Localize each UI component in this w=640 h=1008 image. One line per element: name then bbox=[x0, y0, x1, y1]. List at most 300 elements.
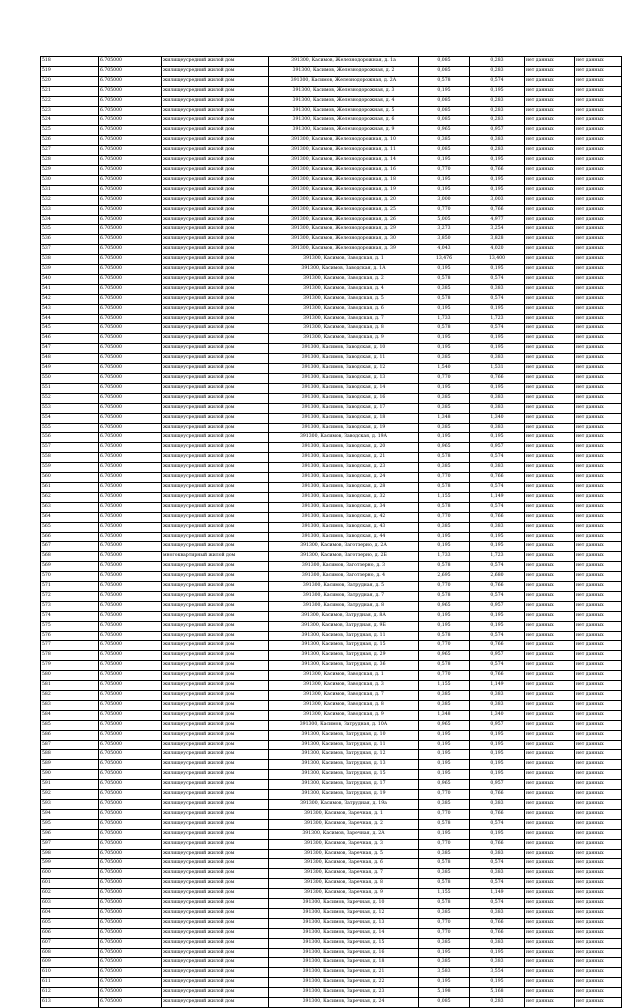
value-a-cell: 0,195 bbox=[419, 829, 470, 839]
building-type-cell: жилищеусредний жилой дом bbox=[162, 255, 269, 265]
row-number: 529 bbox=[41, 165, 99, 175]
address-cell: 391300, Касимов, Железнодорожная, д. 3 bbox=[269, 86, 419, 96]
address-cell: 391300, Касимов, Заводская, д. 44 bbox=[269, 532, 419, 542]
status-b-cell: нет данных bbox=[575, 641, 622, 651]
status-a-cell: нет данных bbox=[525, 235, 575, 245]
row-number: 572 bbox=[41, 591, 99, 601]
status-a-cell: нет данных bbox=[525, 750, 575, 760]
status-b-cell: нет данных bbox=[575, 710, 622, 720]
table-row bbox=[41, 473, 622, 483]
table-row bbox=[41, 651, 622, 661]
code-cell: 6.705000 bbox=[99, 314, 162, 324]
value-b-cell: 0,766 bbox=[470, 582, 525, 592]
value-a-cell: 0,385 bbox=[419, 700, 470, 710]
value-a-cell: 0,195 bbox=[419, 304, 470, 314]
code-cell: 6.705000 bbox=[99, 175, 162, 185]
status-b-cell: нет данных bbox=[575, 245, 622, 255]
row-number: 537 bbox=[41, 245, 99, 255]
row-number: 588 bbox=[41, 750, 99, 760]
status-a-cell: нет данных bbox=[525, 354, 575, 364]
address-cell: 391300, Касимов, Заречная, д. 22 bbox=[269, 978, 419, 988]
value-a-cell: 4,043 bbox=[419, 245, 470, 255]
code-cell: 6.705000 bbox=[99, 572, 162, 582]
value-b-cell: 1,531 bbox=[470, 364, 525, 374]
code-cell: 6.705000 bbox=[99, 938, 162, 948]
value-b-cell: 0,195 bbox=[470, 760, 525, 770]
value-a-cell: 0,770 bbox=[419, 205, 470, 215]
address-cell: 391300, Касимов, Заречная, д. 10 bbox=[269, 899, 419, 909]
value-b-cell: 0,195 bbox=[470, 770, 525, 780]
status-a-cell: нет данных bbox=[525, 691, 575, 701]
address-cell: 391300, Касимов, Заречная, д. 5 bbox=[269, 849, 419, 859]
table-row bbox=[41, 631, 622, 641]
status-b-cell: нет данных bbox=[575, 314, 622, 324]
code-cell: 6.705000 bbox=[99, 502, 162, 512]
status-a-cell: нет данных bbox=[525, 988, 575, 998]
address-cell: 391300, Касимов, Заводская, д. 6 bbox=[269, 304, 419, 314]
table-row bbox=[41, 284, 622, 294]
table-row bbox=[41, 908, 622, 918]
status-a-cell: нет данных bbox=[525, 304, 575, 314]
value-a-cell: 0,195 bbox=[419, 383, 470, 393]
value-a-cell: 0,770 bbox=[419, 928, 470, 938]
code-cell: 6.705000 bbox=[99, 265, 162, 275]
table-row bbox=[41, 76, 622, 86]
table-row bbox=[41, 988, 622, 998]
value-a-cell: 0,578 bbox=[419, 661, 470, 671]
building-type-cell: жилищеусредний жилой дом bbox=[162, 790, 269, 800]
building-type-cell: жилищеусредний жилой дом bbox=[162, 205, 269, 215]
table-row bbox=[41, 482, 622, 492]
value-a-cell: 0,085 bbox=[419, 96, 470, 106]
status-b-cell: нет данных bbox=[575, 809, 622, 819]
status-a-cell: нет данных bbox=[525, 423, 575, 433]
building-type-cell: жилищеусредний жилой дом bbox=[162, 413, 269, 423]
status-a-cell: нет данных bbox=[525, 859, 575, 869]
status-a-cell: нет данных bbox=[525, 671, 575, 681]
address-cell: 391300, Касимов, Затрудная, д. 17 bbox=[269, 780, 419, 790]
status-a-cell: нет данных bbox=[525, 641, 575, 651]
row-number: 592 bbox=[41, 790, 99, 800]
status-a-cell: нет данных bbox=[525, 889, 575, 899]
building-type-cell: жилищеусредний жилой дом bbox=[162, 918, 269, 928]
table-body bbox=[41, 57, 622, 1008]
status-b-cell: нет данных bbox=[575, 988, 622, 998]
value-a-cell: 0,770 bbox=[419, 512, 470, 522]
row-number: 524 bbox=[41, 116, 99, 126]
status-a-cell: нет данных bbox=[525, 760, 575, 770]
table-row bbox=[41, 790, 622, 800]
address-cell: 391300, Касимов, Заводская, д. 13 bbox=[269, 374, 419, 384]
status-b-cell: нет данных bbox=[575, 255, 622, 265]
status-a-cell: нет данных bbox=[525, 582, 575, 592]
address-cell: 391300, Касимов, Заречная, д. 9 bbox=[269, 889, 419, 899]
building-type-cell: жилищеусредний жилой дом bbox=[162, 998, 269, 1008]
status-b-cell: нет данных bbox=[575, 859, 622, 869]
status-b-cell: нет данных bbox=[575, 175, 622, 185]
table-row bbox=[41, 453, 622, 463]
value-b-cell: 0,957 bbox=[470, 126, 525, 136]
table-row bbox=[41, 57, 622, 67]
value-a-cell: 0,385 bbox=[419, 869, 470, 879]
status-a-cell: нет данных bbox=[525, 195, 575, 205]
row-number: 582 bbox=[41, 691, 99, 701]
status-b-cell: нет данных bbox=[575, 691, 622, 701]
status-b-cell: нет данных bbox=[575, 146, 622, 156]
address-cell: 391300, Касимов, Железнодорожная, д. 2А bbox=[269, 76, 419, 86]
status-a-cell: нет данных bbox=[525, 413, 575, 423]
value-a-cell: 0,195 bbox=[419, 730, 470, 740]
value-a-cell: 0,770 bbox=[419, 809, 470, 819]
building-type-cell: жилищеусредний жилой дом bbox=[162, 591, 269, 601]
row-number: 530 bbox=[41, 175, 99, 185]
value-b-cell: 13,400 bbox=[470, 255, 525, 265]
row-number: 590 bbox=[41, 770, 99, 780]
status-b-cell: нет данных bbox=[575, 235, 622, 245]
code-cell: 6.705000 bbox=[99, 988, 162, 998]
status-a-cell: нет данных bbox=[525, 86, 575, 96]
status-b-cell: нет данных bbox=[575, 799, 622, 809]
status-b-cell: нет данных bbox=[575, 532, 622, 542]
value-a-cell: 3,000 bbox=[419, 195, 470, 205]
status-b-cell: нет данных bbox=[575, 473, 622, 483]
status-a-cell: нет данных bbox=[525, 710, 575, 720]
value-b-cell: 0,574 bbox=[470, 453, 525, 463]
building-type-cell: жилищеусредний жилой дом bbox=[162, 601, 269, 611]
code-cell: 6.705000 bbox=[99, 829, 162, 839]
value-b-cell: 0,195 bbox=[470, 542, 525, 552]
status-a-cell: нет данных bbox=[525, 463, 575, 473]
table-row bbox=[41, 611, 622, 621]
code-cell: 6.705000 bbox=[99, 165, 162, 175]
value-a-cell: 0,195 bbox=[419, 344, 470, 354]
status-a-cell: нет данных bbox=[525, 819, 575, 829]
value-b-cell: 0,574 bbox=[470, 324, 525, 334]
table-row bbox=[41, 314, 622, 324]
address-cell: 391300, Касимов, Затрудная, д. 15 bbox=[269, 641, 419, 651]
row-number: 600 bbox=[41, 869, 99, 879]
table-row bbox=[41, 750, 622, 760]
value-a-cell: 0,770 bbox=[419, 918, 470, 928]
code-cell: 6.705000 bbox=[99, 562, 162, 572]
code-cell: 6.705000 bbox=[99, 532, 162, 542]
building-type-cell: жилищеусредний жилой дом bbox=[162, 126, 269, 136]
address-cell: 391300, Касимов, Железнодорожная, д. 20 bbox=[269, 195, 419, 205]
code-cell: 6.705000 bbox=[99, 344, 162, 354]
building-type-cell: жилищеусредний жилой дом bbox=[162, 671, 269, 681]
code-cell: 6.705000 bbox=[99, 730, 162, 740]
table-row bbox=[41, 354, 622, 364]
building-type-cell: жилищеусредний жилой дом bbox=[162, 156, 269, 166]
value-a-cell: 0,578 bbox=[419, 631, 470, 641]
row-number: 535 bbox=[41, 225, 99, 235]
status-a-cell: нет данных bbox=[525, 344, 575, 354]
row-number: 540 bbox=[41, 274, 99, 284]
value-a-cell: 0,195 bbox=[419, 334, 470, 344]
value-b-cell: 0,766 bbox=[470, 671, 525, 681]
code-cell: 6.705000 bbox=[99, 770, 162, 780]
code-cell: 6.705000 bbox=[99, 760, 162, 770]
row-number: 562 bbox=[41, 492, 99, 502]
row-number: 569 bbox=[41, 562, 99, 572]
code-cell: 6.705000 bbox=[99, 740, 162, 750]
table-row bbox=[41, 136, 622, 146]
table-row bbox=[41, 948, 622, 958]
address-cell: 391300, Касимов, Железнодорожная, д. 5 bbox=[269, 106, 419, 116]
status-b-cell: нет данных bbox=[575, 284, 622, 294]
building-type-cell: жилищеусредний жилой дом bbox=[162, 829, 269, 839]
value-b-cell: 0,766 bbox=[470, 205, 525, 215]
value-a-cell: 13,476 bbox=[419, 255, 470, 265]
value-b-cell: 0,574 bbox=[470, 899, 525, 909]
code-cell: 6.705000 bbox=[99, 185, 162, 195]
status-a-cell: нет данных bbox=[525, 245, 575, 255]
value-b-cell: 0,195 bbox=[470, 433, 525, 443]
status-a-cell: нет данных bbox=[525, 403, 575, 413]
status-a-cell: нет данных bbox=[525, 383, 575, 393]
status-a-cell: нет данных bbox=[525, 156, 575, 166]
address-cell: 391300, Касимов, Затрудная, д. 7 bbox=[269, 591, 419, 601]
code-cell: 6.705000 bbox=[99, 790, 162, 800]
value-a-cell: 0,578 bbox=[419, 294, 470, 304]
value-a-cell: 0,385 bbox=[419, 522, 470, 532]
code-cell: 6.705000 bbox=[99, 383, 162, 393]
building-type-cell: жилищеусредний жилой дом bbox=[162, 780, 269, 790]
value-a-cell: 0,195 bbox=[419, 750, 470, 760]
value-b-cell: 0,383 bbox=[470, 799, 525, 809]
status-b-cell: нет данных bbox=[575, 780, 622, 790]
building-type-cell: жилищеусредний жилой дом bbox=[162, 760, 269, 770]
status-b-cell: нет данных bbox=[575, 819, 622, 829]
table-row bbox=[41, 423, 622, 433]
building-type-cell: жилищеусредний жилой дом bbox=[162, 76, 269, 86]
building-type-cell: жилищеусредний жилой дом bbox=[162, 116, 269, 126]
address-cell: 391300, Касимов, Заводская, д. 11 bbox=[269, 354, 419, 364]
code-cell: 6.705000 bbox=[99, 482, 162, 492]
value-a-cell: 0,965 bbox=[419, 780, 470, 790]
address-cell: 391300, Касимов, Заречная, д. 12 bbox=[269, 908, 419, 918]
row-number: 563 bbox=[41, 502, 99, 512]
table-row bbox=[41, 66, 622, 76]
row-number: 518 bbox=[41, 57, 99, 67]
value-a-cell: 5,005 bbox=[419, 215, 470, 225]
address-cell: 391300, Касимов, Заводская, д. 42 bbox=[269, 512, 419, 522]
row-number: 584 bbox=[41, 710, 99, 720]
address-cell: 391300, Касимов, Заречная, д. 7 bbox=[269, 869, 419, 879]
row-number: 567 bbox=[41, 542, 99, 552]
value-b-cell: 0,766 bbox=[470, 374, 525, 384]
table-row bbox=[41, 641, 622, 651]
building-type-cell: жилищеусредний жилой дом bbox=[162, 988, 269, 998]
code-cell: 6.705000 bbox=[99, 374, 162, 384]
row-number: 522 bbox=[41, 96, 99, 106]
document-page bbox=[40, 56, 604, 1008]
building-type-cell: жилищеусредний жилой дом bbox=[162, 136, 269, 146]
row-number: 599 bbox=[41, 859, 99, 869]
status-b-cell: нет данных bbox=[575, 492, 622, 502]
value-b-cell: 0,574 bbox=[470, 502, 525, 512]
status-a-cell: нет данных bbox=[525, 651, 575, 661]
code-cell: 6.705000 bbox=[99, 463, 162, 473]
row-number: 561 bbox=[41, 482, 99, 492]
value-b-cell: 3,003 bbox=[470, 195, 525, 205]
table-row bbox=[41, 938, 622, 948]
value-a-cell: 0,770 bbox=[419, 839, 470, 849]
code-cell: 6.705000 bbox=[99, 324, 162, 334]
value-a-cell: 0,385 bbox=[419, 403, 470, 413]
building-type-cell: жилищеусредний жилой дом bbox=[162, 403, 269, 413]
row-number: 570 bbox=[41, 572, 99, 582]
status-a-cell: нет данных bbox=[525, 512, 575, 522]
row-number: 538 bbox=[41, 255, 99, 265]
building-type-cell: жилищеусредний жилой дом bbox=[162, 730, 269, 740]
building-type-cell: жилищеусредний жилой дом bbox=[162, 938, 269, 948]
value-b-cell: 0,195 bbox=[470, 86, 525, 96]
status-b-cell: нет данных bbox=[575, 354, 622, 364]
code-cell: 6.705000 bbox=[99, 334, 162, 344]
row-number: 612 bbox=[41, 988, 99, 998]
building-type-cell: жилищеусредний жилой дом bbox=[162, 681, 269, 691]
address-cell: 391300, Касимов, Железнодорожная, д. 39 bbox=[269, 245, 419, 255]
code-cell: 6.705000 bbox=[99, 700, 162, 710]
value-a-cell: 1,155 bbox=[419, 889, 470, 899]
code-cell: 6.705000 bbox=[99, 710, 162, 720]
row-number: 573 bbox=[41, 601, 99, 611]
status-b-cell: нет данных bbox=[575, 948, 622, 958]
value-b-cell: 0,574 bbox=[470, 879, 525, 889]
address-cell: 391300, Касимов, Заводская, д. 24 bbox=[269, 473, 419, 483]
table-row bbox=[41, 146, 622, 156]
status-b-cell: нет данных bbox=[575, 304, 622, 314]
table-row bbox=[41, 740, 622, 750]
address-cell: 391300, Касимов, Затрудная, д. 8А bbox=[269, 611, 419, 621]
code-cell: 6.705000 bbox=[99, 998, 162, 1008]
code-cell: 6.705000 bbox=[99, 136, 162, 146]
building-type-cell: жилищеусредний жилой дом bbox=[162, 641, 269, 651]
status-b-cell: нет данных bbox=[575, 562, 622, 572]
value-b-cell: 0,383 bbox=[470, 700, 525, 710]
table-row bbox=[41, 502, 622, 512]
table-row bbox=[41, 413, 622, 423]
table-row bbox=[41, 998, 622, 1008]
address-cell: 391300, Касимов, Заводская, д. 12 bbox=[269, 364, 419, 374]
status-b-cell: нет данных bbox=[575, 274, 622, 284]
code-cell: 6.705000 bbox=[99, 96, 162, 106]
row-number: 613 bbox=[41, 998, 99, 1008]
address-cell: 391300, Касимов, Затрудная, д. 12 bbox=[269, 750, 419, 760]
value-a-cell: 0,578 bbox=[419, 879, 470, 889]
table-row bbox=[41, 156, 622, 166]
code-cell: 6.705000 bbox=[99, 780, 162, 790]
value-b-cell: 0,195 bbox=[470, 532, 525, 542]
code-cell: 6.705000 bbox=[99, 413, 162, 423]
code-cell: 6.705000 bbox=[99, 364, 162, 374]
status-b-cell: нет данных bbox=[575, 938, 622, 948]
code-cell: 6.705000 bbox=[99, 284, 162, 294]
building-type-cell: жилищеусредний жилой дом bbox=[162, 899, 269, 909]
status-b-cell: нет данных bbox=[575, 225, 622, 235]
address-cell: 391300, Касимов, Заводская, д. 32 bbox=[269, 492, 419, 502]
row-number: 550 bbox=[41, 374, 99, 384]
row-number: 545 bbox=[41, 324, 99, 334]
value-a-cell: 0,578 bbox=[419, 76, 470, 86]
value-b-cell: 3,828 bbox=[470, 235, 525, 245]
row-number: 595 bbox=[41, 819, 99, 829]
status-b-cell: нет данных bbox=[575, 165, 622, 175]
row-number: 611 bbox=[41, 978, 99, 988]
row-number: 583 bbox=[41, 700, 99, 710]
row-number: 596 bbox=[41, 829, 99, 839]
value-b-cell: 0,766 bbox=[470, 918, 525, 928]
building-type-cell: жилищеусредний жилой дом bbox=[162, 809, 269, 819]
row-number: 555 bbox=[41, 423, 99, 433]
address-cell: 391300, Касимов, Железнодорожная, д. 18 bbox=[269, 175, 419, 185]
code-cell: 6.705000 bbox=[99, 809, 162, 819]
code-cell: 6.705000 bbox=[99, 958, 162, 968]
value-a-cell: 1,540 bbox=[419, 364, 470, 374]
row-number: 557 bbox=[41, 443, 99, 453]
row-number: 531 bbox=[41, 185, 99, 195]
value-b-cell: 0,766 bbox=[470, 928, 525, 938]
address-cell: 391300, Касимов, Железнодорожная, д. 29 bbox=[269, 225, 419, 235]
code-cell: 6.705000 bbox=[99, 205, 162, 215]
table-row bbox=[41, 334, 622, 344]
table-row bbox=[41, 542, 622, 552]
status-a-cell: нет данных bbox=[525, 829, 575, 839]
data-table bbox=[40, 56, 622, 1008]
code-cell: 6.705000 bbox=[99, 869, 162, 879]
table-row bbox=[41, 165, 622, 175]
building-type-cell: жилищеусредний жилой дом bbox=[162, 304, 269, 314]
building-type-cell: жилищеусредний жилой дом bbox=[162, 819, 269, 829]
address-cell: 391300, Касимов, Затрудная, д. 11 bbox=[269, 740, 419, 750]
value-a-cell: 0,195 bbox=[419, 948, 470, 958]
value-a-cell: 3,850 bbox=[419, 235, 470, 245]
status-a-cell: нет данных bbox=[525, 621, 575, 631]
row-number: 571 bbox=[41, 582, 99, 592]
table-row bbox=[41, 760, 622, 770]
code-cell: 6.705000 bbox=[99, 512, 162, 522]
value-a-cell: 1,155 bbox=[419, 492, 470, 502]
code-cell: 6.705000 bbox=[99, 522, 162, 532]
value-b-cell: 0,195 bbox=[470, 740, 525, 750]
code-cell: 6.705000 bbox=[99, 819, 162, 829]
value-a-cell: 0,770 bbox=[419, 671, 470, 681]
code-cell: 6.705000 bbox=[99, 582, 162, 592]
value-b-cell: 0,283 bbox=[470, 96, 525, 106]
table-row bbox=[41, 978, 622, 988]
code-cell: 6.705000 bbox=[99, 57, 162, 67]
value-b-cell: 0,383 bbox=[470, 938, 525, 948]
status-a-cell: нет данных bbox=[525, 770, 575, 780]
building-type-cell: жилищеусредний жилой дом bbox=[162, 770, 269, 780]
code-cell: 6.705000 bbox=[99, 473, 162, 483]
status-b-cell: нет данных bbox=[575, 958, 622, 968]
status-b-cell: нет данных bbox=[575, 195, 622, 205]
status-a-cell: нет данных bbox=[525, 57, 575, 67]
value-a-cell: 0,195 bbox=[419, 532, 470, 542]
status-a-cell: нет данных bbox=[525, 255, 575, 265]
table-row bbox=[41, 532, 622, 542]
status-b-cell: нет данных bbox=[575, 374, 622, 384]
table-row bbox=[41, 106, 622, 116]
row-number: 568 bbox=[41, 552, 99, 562]
address-cell: 391300, Касимов, Заводская, д. 17 bbox=[269, 403, 419, 413]
address-cell: 391300, Касимов, Заречная, д. 21 bbox=[269, 968, 419, 978]
code-cell: 6.705000 bbox=[99, 304, 162, 314]
value-b-cell: 0,957 bbox=[470, 780, 525, 790]
table-row bbox=[41, 958, 622, 968]
